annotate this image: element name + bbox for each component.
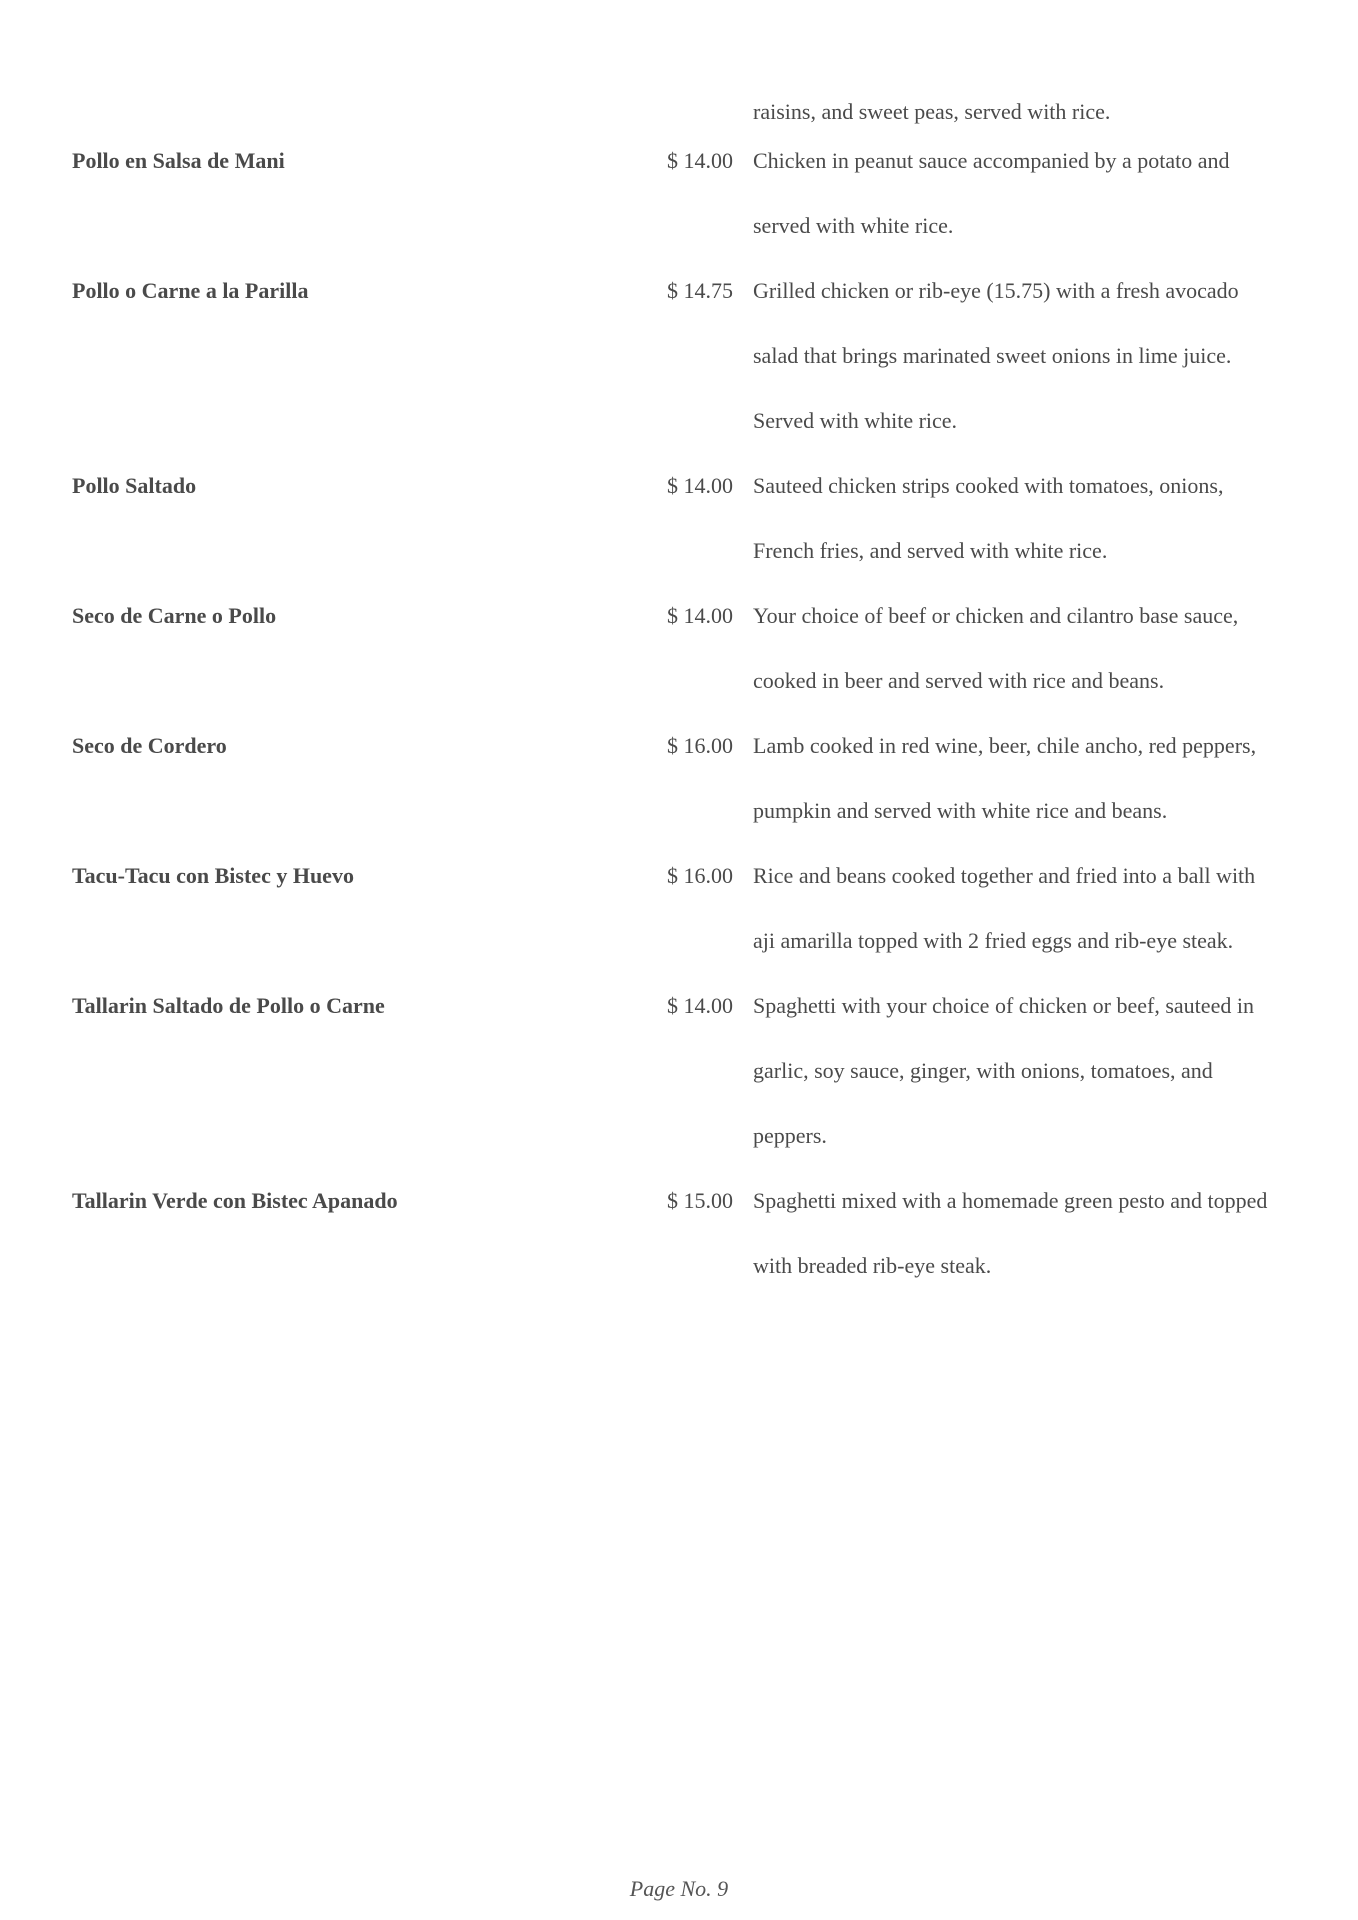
menu-item — [72, 258, 1302, 453]
description-line: cooked in beer and served with rice and beans. — [753, 668, 1165, 693]
item-name: Seco de Carne o Pollo — [72, 603, 277, 628]
item-price: $ 14.75 — [667, 278, 733, 303]
description-line: aji amarilla topped with 2 fried eggs and rib-eye steak. — [753, 928, 1234, 953]
description-line: peppers. — [753, 1123, 827, 1148]
item-description — [733, 843, 1302, 973]
menu-item — [72, 973, 1302, 1168]
item-description — [733, 713, 1302, 843]
item-price: $ 14.00 — [667, 473, 733, 498]
item-price: $ 16.00 — [667, 733, 733, 758]
item-name: Pollo en Salsa de Mani — [72, 148, 285, 173]
item-name: Seco de Cordero — [72, 733, 227, 758]
item-price: $ 14.00 — [667, 148, 733, 173]
description-line: Rice and beans cooked together and fried into a ball with — [753, 863, 1256, 888]
item-description — [733, 1168, 1302, 1298]
description-line: Your choice of beef or chicken and cilantro base sauce, — [753, 603, 1239, 628]
menu-item — [72, 453, 1302, 583]
item-name: Pollo Saltado — [72, 473, 197, 498]
item-description — [733, 973, 1302, 1168]
item-price: $ 15.00 — [667, 1188, 733, 1213]
description-line: salad that brings marinated sweet onions in lime juice. — [753, 343, 1232, 368]
menu-item — [72, 1168, 1302, 1298]
item-name: Tallarin Saltado de Pollo o Carne — [72, 993, 385, 1018]
menu-item — [72, 843, 1302, 973]
page-number: Page No. 9 — [629, 1876, 729, 1901]
menu-item — [72, 583, 1302, 713]
item-price: $ 16.00 — [667, 863, 733, 888]
item-name: Pollo o Carne a la Parilla — [72, 278, 309, 303]
description-line: Lamb cooked in red wine, beer, chile ancho, red peppers, — [753, 733, 1257, 758]
description-line: with breaded rib-eye steak. — [753, 1253, 992, 1278]
item-description — [733, 453, 1302, 583]
item-name: Tallarin Verde con Bistec Apanado — [72, 1188, 398, 1213]
description-line: served with white rice. — [753, 213, 954, 238]
menu-item — [72, 128, 1302, 258]
description-line: French fries, and served with white rice. — [753, 538, 1108, 563]
item-description — [733, 258, 1302, 453]
item-price: $ 14.00 — [667, 993, 733, 1018]
menu-item — [72, 713, 1302, 843]
description-line: garlic, soy sauce, ginger, with onions, tomatoes, and — [753, 1058, 1213, 1083]
description-line: Spaghetti mixed with a homemade green pesto and topped — [753, 1188, 1268, 1213]
description-line: pumpkin and served with white rice and beans. — [753, 798, 1168, 823]
description-line: Chicken in peanut sauce accompanied by a potato and — [753, 148, 1230, 173]
description-line: Grilled chicken or rib-eye (15.75) with a fresh avocado — [753, 278, 1239, 303]
description-line: Sauteed chicken strips cooked with tomatoes, onions, — [753, 473, 1224, 498]
item-price: $ 14.00 — [667, 603, 733, 628]
item-description — [733, 583, 1302, 713]
item-name: Tacu-Tacu con Bistec y Huevo — [72, 863, 354, 888]
menu-list — [72, 128, 1302, 1298]
description-line: Served with white rice. — [753, 408, 958, 433]
item-description — [733, 128, 1302, 258]
continued-description: raisins, and sweet peas, served with rice. — [753, 99, 1111, 124]
description-line: Spaghetti with your choice of chicken or beef, sauteed in — [753, 993, 1254, 1018]
